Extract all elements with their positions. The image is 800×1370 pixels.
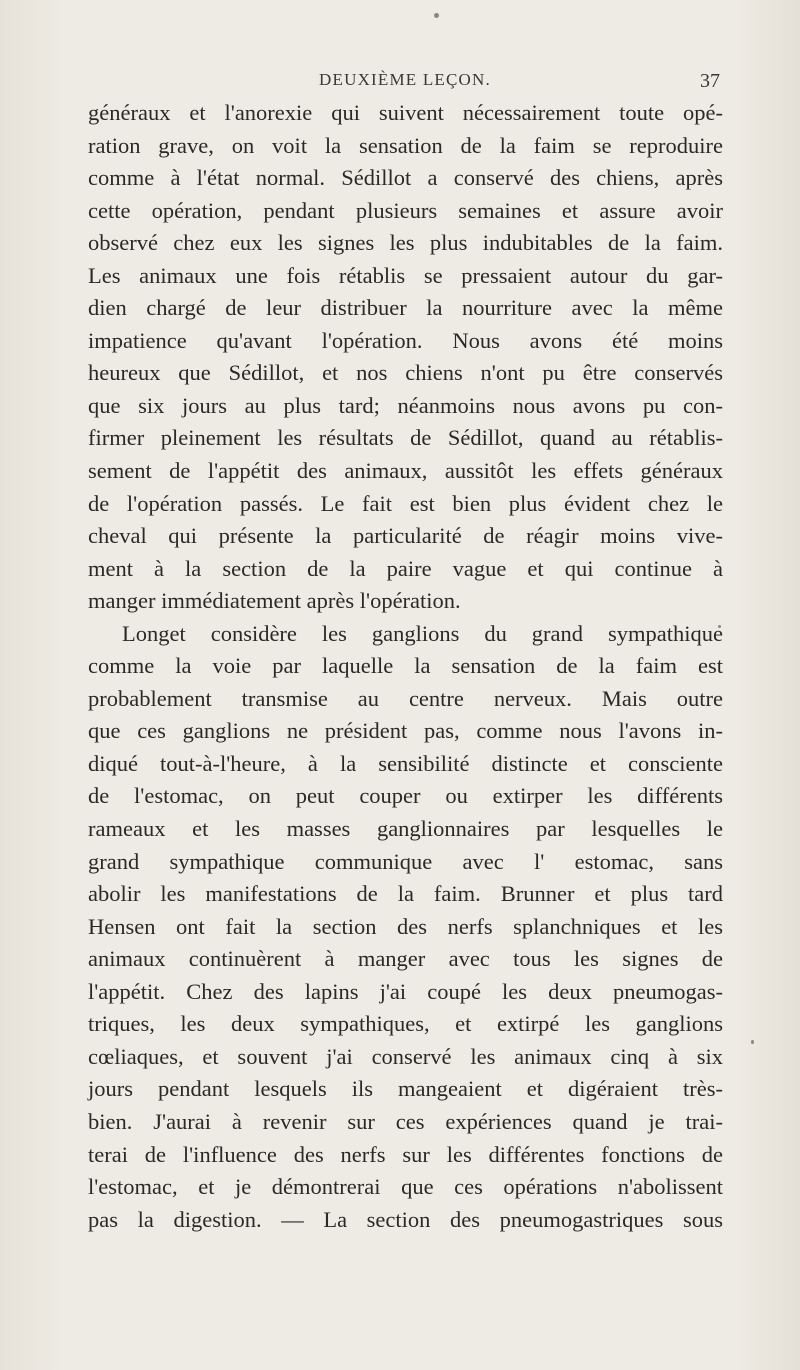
text-line: comme la voie par laquelle la sensation de la faim est [88, 653, 723, 679]
text-line: de l'estomac, on peut couper ou extirper les différents [88, 783, 723, 809]
text-line: Hensen ont fait la section des nerfs splanchniques et les [88, 913, 723, 939]
text-line: cette opération, pendant plusieurs semaines et assure avoir [88, 197, 723, 223]
text-line: ment à la section de la paire vague et qui continue à [88, 555, 723, 581]
ink-speck-right [751, 1040, 754, 1044]
running-head [90, 70, 720, 94]
text-line: abolir les manifestations de la faim. Brunner et plus tard [88, 881, 723, 907]
text-line: de l'opération passés. Le fait est bien plus évident chez le [88, 490, 723, 516]
text-line: Longet considère les ganglions du grand sympathique [122, 620, 723, 646]
text-line: probablement transmise au centre nerveux. Mais outre [88, 685, 723, 711]
text-line: firmer pleinement les résultats de Sédillot, quand au rétablis- [88, 425, 723, 451]
text-line: pas la digestion. — La section des pneumogastriques sous [88, 1206, 723, 1232]
text-line: diqué tout-à-l'heure, à la sensibilité distincte et consciente [88, 750, 723, 776]
text-line: généraux et l'anorexie qui suivent nécessairement toute opé- [88, 100, 723, 125]
page-number: 37 [700, 70, 720, 92]
text-line: grand sympathique communique avec l' estomac, sans [88, 848, 723, 874]
text-line: jours pendant lesquels ils mangeaient et digéraient très- [88, 1076, 723, 1102]
text-line: triques, les deux sympathiques, et extirpé les ganglions [88, 1011, 723, 1037]
text-line: heureux que Sédillot, et nos chiens n'ont pu être conservés [88, 360, 723, 386]
text-line: impatience qu'avant l'opération. Nous avons été moins [88, 327, 723, 353]
ink-speck-top [434, 13, 439, 18]
text-line: observé chez eux les signes les plus indubitables de la faim. [88, 230, 723, 256]
text-line: l'appétit. Chez des lapins j'ai coupé les deux pneumogas- [88, 978, 723, 1004]
body-text [88, 97, 723, 1236]
running-title: DEUXIÈME LEÇON. [319, 70, 491, 89]
text-line: comme à l'état normal. Sédillot a conservé des chiens, après [88, 165, 723, 191]
text-line: cœliaques, et souvent j'ai conservé les animaux cinq à six [88, 1043, 723, 1069]
text-line: Les animaux une fois rétablis se pressaient autour du gar- [88, 262, 723, 288]
paragraph-2 [88, 618, 723, 1236]
paragraph-1 [88, 97, 723, 618]
text-line: bien. J'aurai à revenir sur ces expériences quand je trai- [88, 1108, 723, 1134]
text-line: cheval qui présente la particularité de réagir moins vive- [88, 523, 723, 549]
text-line: animaux continuèrent à manger avec tous les signes de [88, 946, 723, 972]
text-line: manger immédiatement après l'opération. [88, 588, 461, 614]
text-line: sement de l'appétit des animaux, aussitôt les effets généraux [88, 458, 723, 484]
text-line: que six jours au plus tard; néanmoins nous avons pu con- [88, 392, 723, 418]
text-line: ration grave, on voit la sensation de la faim se reproduire [88, 132, 723, 158]
text-line: rameaux et les masses ganglionnaires par lesquelles le [88, 816, 723, 842]
text-line: dien chargé de leur distribuer la nourriture avec la même [88, 295, 723, 321]
text-line: l'estomac, et je démontrerai que ces opérations n'abolissent [88, 1174, 723, 1200]
text-line: que ces ganglions ne président pas, comme nous l'avons in- [88, 718, 723, 744]
text-line: terai de l'influence des nerfs sur les différentes fonctions de [88, 1141, 723, 1167]
